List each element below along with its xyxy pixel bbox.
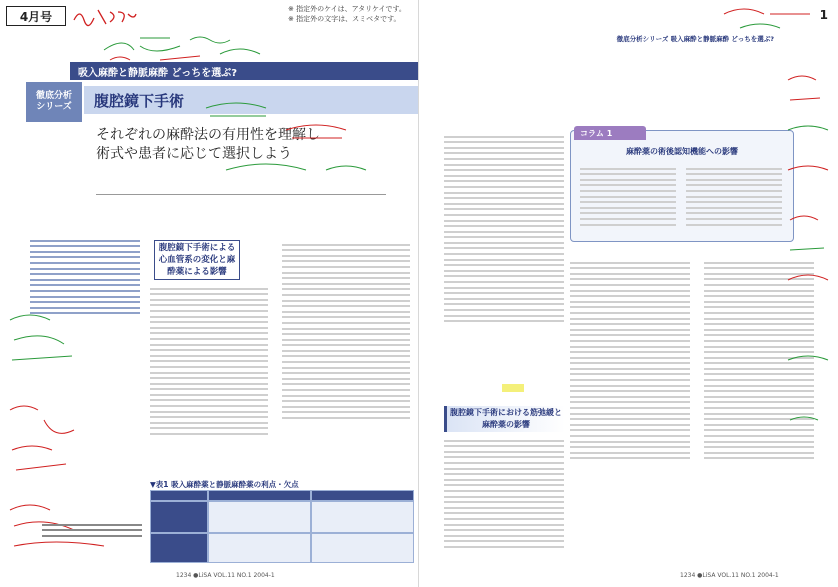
table-header-row (150, 490, 414, 501)
series-badge-line-2: シリーズ (36, 102, 72, 112)
table-row (150, 533, 414, 563)
handwritten-right-margin-notes (784, 60, 836, 560)
right-footer: 1234 ●LiSA VOL.11 NO.1 2004-1 (680, 572, 779, 579)
column-title: 麻酔薬の術後認知機能への影響 (626, 147, 738, 156)
text-line (30, 245, 140, 247)
lead-line-1: それぞれの麻酔法の有用性を理解し (96, 127, 320, 143)
handwritten-title-callouts (196, 90, 416, 200)
series-badge (26, 82, 82, 122)
right-page (420, 0, 838, 587)
body-column-5 (570, 258, 690, 463)
handwritten-top-right-notes (720, 2, 830, 32)
left-footer: 1234 ●LiSA VOL.11 NO.1 2004-1 (176, 572, 275, 579)
notice-line-1: ※ 指定外のケイは、アタリケイです。 (288, 5, 406, 13)
column-tab: コラム 1 (574, 126, 646, 140)
table-caption: ▼表1 吸入麻酔薬と静脈麻酔薬の利点・欠点 (150, 480, 299, 489)
running-head: 徹底分析シリーズ 吸入麻酔と静脈麻酔 どっちを選ぶ? (616, 35, 774, 43)
body-column-4 (444, 436, 564, 551)
column-box-body-2 (686, 164, 782, 229)
banner-subtitle: 吸入麻酔と静脈麻酔 どっちを選ぶ? (70, 62, 418, 80)
text-line (30, 290, 140, 292)
text-line (30, 240, 140, 242)
body-column-3 (444, 132, 564, 326)
body-column-2 (282, 240, 410, 423)
comparison-table (150, 490, 414, 560)
text-line (30, 279, 140, 281)
text-line (30, 296, 140, 298)
table-row (150, 501, 414, 533)
text-line (30, 256, 140, 258)
section-heading-left: 腹腔鏡下手術による心血管系の変化と麻酔薬による影響 (154, 240, 240, 280)
page-number: 1 (819, 8, 828, 22)
lead-line-2: 術式や患者に応じて選択しよう (96, 146, 292, 162)
notice-line-2: ※ 指定外の文字は、スミベタです。 (288, 15, 401, 23)
author-affiliation (42, 520, 142, 540)
text-line (30, 284, 140, 286)
text-line (30, 268, 140, 270)
section-heading-right: 腹腔鏡下手術における筋弛緩と麻酔薬の影響 (444, 406, 565, 432)
handwritten-page-note (70, 4, 140, 28)
issue-label: 4月号 (6, 6, 66, 26)
main-title: 腹腔鏡下手術 (84, 86, 419, 114)
text-line (30, 251, 140, 253)
column-box-body (580, 164, 676, 229)
text-line (30, 262, 140, 264)
highlighted-text (502, 384, 524, 392)
text-line (30, 273, 140, 275)
body-column-1 (150, 284, 268, 439)
series-badge-line-1: 徹底分析 (35, 91, 72, 101)
